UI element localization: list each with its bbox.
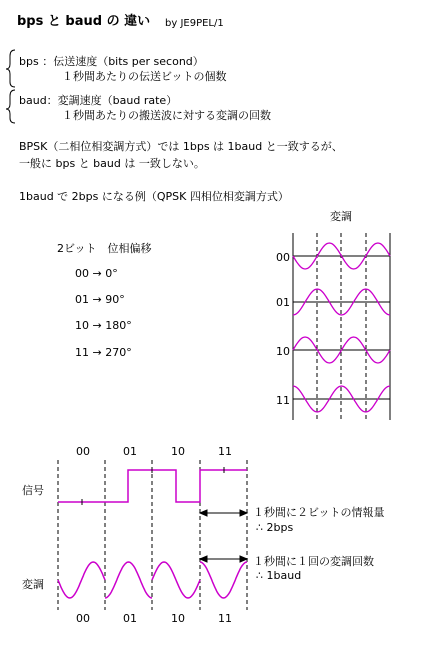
bit-label-bottom-10: 10	[171, 612, 185, 625]
baud-description: １秒間あたりの搬送波に対する変調の回数	[62, 109, 271, 122]
bps-arrow-right	[240, 510, 247, 516]
bps-definition: bps ：伝送速度（bits per second）	[19, 55, 204, 68]
panel-label-11: 11	[276, 394, 290, 407]
general-note: 一般に bps と baud は 一致しない。	[19, 157, 205, 170]
bit-label-top-10: 10	[171, 445, 185, 458]
author-byline: by JE9PEL/1	[165, 18, 224, 29]
modulation-count-line: １秒間に１回の変調回数	[253, 555, 374, 568]
signal-label: 信号	[22, 484, 44, 497]
modulated-wave-segment-2	[152, 562, 200, 598]
modulated-wave-segment-0	[58, 562, 105, 598]
brace-bps	[6, 50, 15, 87]
bit-label-bottom-00: 00	[76, 612, 90, 625]
panel-label-10: 10	[276, 345, 290, 358]
modulated-wave-segment-3	[200, 562, 247, 598]
bit-label-top-11: 11	[218, 445, 232, 458]
baud-arrow-right	[240, 556, 247, 562]
panel-label-00: 00	[276, 251, 290, 264]
phase-row-00: 00 → 0°	[75, 267, 118, 280]
baud-arrow-left	[200, 556, 207, 562]
baud-result: ∴ 1baud	[256, 569, 302, 582]
bps-description: １秒間あたりの伝送ビットの個数	[62, 70, 227, 83]
example-title: 1baud で 2bps になる例（QPSK 四相位相変調方式）	[19, 190, 289, 203]
modulation-panel-title: 変調	[330, 210, 352, 223]
bit-label-bottom-01: 01	[123, 612, 137, 625]
bit-label-top-00: 00	[76, 445, 90, 458]
phase-row-01: 01 → 90°	[75, 293, 125, 306]
phase-table-header: 2ビット 位相偏移	[57, 242, 152, 255]
info-amount-line: １秒間に２ビットの情報量	[253, 506, 385, 519]
bps-result: ∴ 2bps	[256, 521, 294, 534]
modulated-wave-segment-1	[105, 562, 152, 598]
phase-row-10: 10 → 180°	[75, 319, 132, 332]
bpsk-note: BPSK（二相位相変調方式）では 1bps は 1baud と一致するが、	[19, 140, 343, 153]
bps-arrow-left	[200, 510, 207, 516]
brace-baud	[6, 90, 15, 123]
page-title: bps と baud の 違い	[17, 14, 151, 29]
bit-label-top-01: 01	[123, 445, 137, 458]
modulation-label: 変調	[22, 578, 44, 591]
panel-label-01: 01	[276, 296, 290, 309]
phase-row-11: 11 → 270°	[75, 346, 132, 359]
baud-definition: baud：変調速度（baud rate）	[19, 94, 178, 107]
bit-label-bottom-11: 11	[218, 612, 232, 625]
